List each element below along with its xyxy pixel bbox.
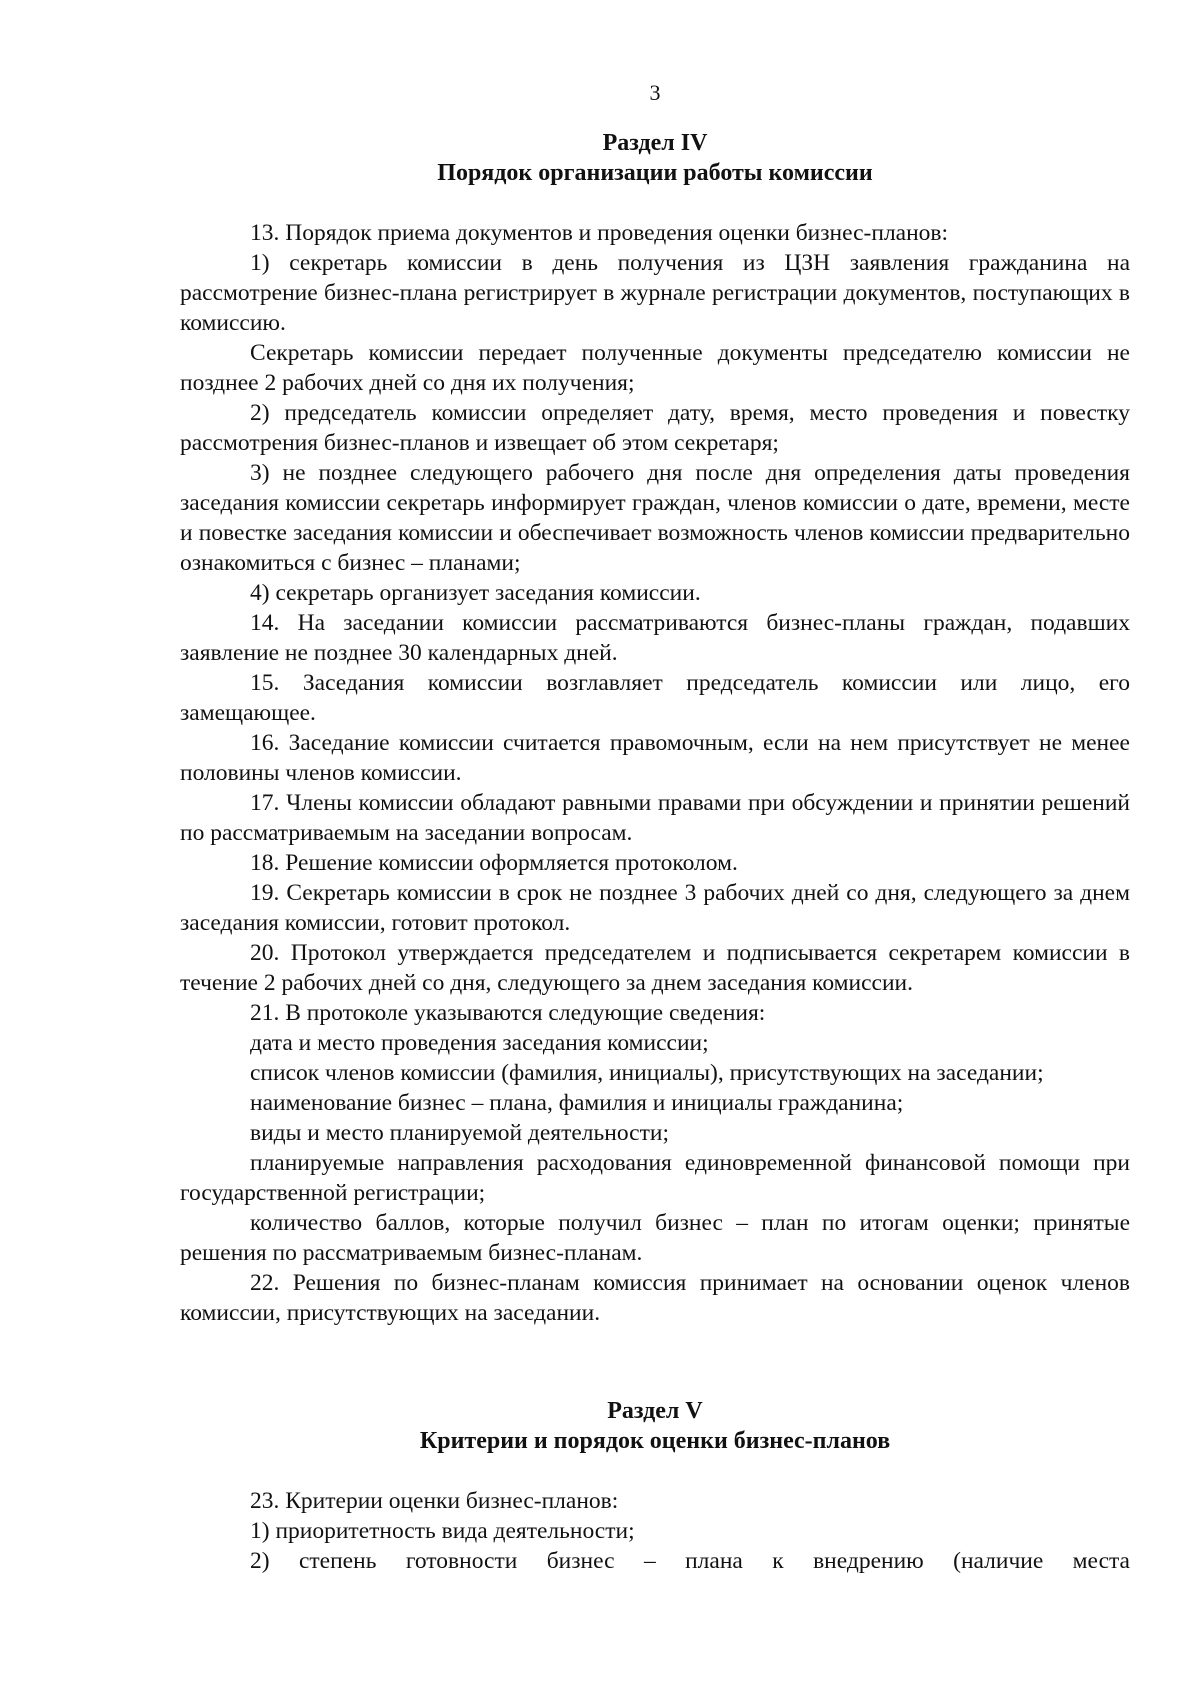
paragraph-23: 23. Критерии оценки бизнес-планов: xyxy=(250,1488,619,1514)
paragraph-22: 22. Решения по бизнес-планам комиссия принимает на основании оценок членов комиссии, присутствующих на заседании. xyxy=(180,1270,1130,1326)
section-4-body xyxy=(180,218,1130,1328)
paragraph-13-1-secretary: Секретарь комиссии передает полученные документы председателю комиссии не позднее 2 рабочих дней со дня их получения; xyxy=(180,340,1130,396)
section-5-body xyxy=(180,1486,1130,1576)
paragraph-23-1: 1) приоритетность вида деятельности; xyxy=(250,1518,635,1544)
page-number: 3 xyxy=(649,80,661,105)
paragraph-17: 17. Члены комиссии обладают равными правами при обсуждении и принятии решений по рассматриваемым на заседании вопросам. xyxy=(180,790,1130,846)
section-5-label: Раздел V xyxy=(607,1398,703,1424)
paragraph-15: 15. Заседания комиссии возглавляет председатель комиссии или лицо, его замещающее. xyxy=(180,670,1130,726)
section-4-label: Раздел IV xyxy=(602,130,708,156)
paragraph-16: 16. Заседание комиссии считается правомочным, если на нем присутствует не менее половины членов комиссии. xyxy=(180,730,1130,786)
paragraph-13-3: 3) не позднее следующего рабочего дня после дня определения даты проведения заседания комиссии секретарь информирует граждан, членов комиссии о дате, времени, месте и повестке заседания комиссии и обеспечивает возможность членов комиссии предварительно ознакомиться с бизнес – планами; xyxy=(180,460,1130,576)
paragraph-21-members-list: список членов комиссии (фамилия, инициалы), присутствующих на заседании; xyxy=(250,1060,1044,1086)
paragraph-13-4: 4) секретарь организует заседания комиссии. xyxy=(250,580,701,606)
paragraph-21-plan-name: наименование бизнес – плана, фамилия и инициалы гражданина; xyxy=(250,1090,904,1116)
paragraph-23-2: 2) степень готовности бизнес – плана к внедрению (наличие места xyxy=(250,1548,1130,1574)
paragraph-21-expenses: планируемые направления расходования единовременной финансовой помощи при государственной регистрации; xyxy=(180,1150,1130,1206)
paragraph-21-activity: виды и место планируемой деятельности; xyxy=(250,1120,669,1146)
section-5-title: Критерии и порядок оценки бизнес-планов xyxy=(419,1428,891,1454)
section-4-heading-block xyxy=(180,128,1130,188)
section-5-heading-block xyxy=(180,1396,1130,1456)
section-4-heading xyxy=(180,128,1130,188)
section-5-heading xyxy=(180,1396,1130,1456)
paragraph-21: 21. В протоколе указываются следующие сведения: xyxy=(250,1000,766,1026)
paragraph-13-1: 1) секретарь комиссии в день получения из ЦЗН заявления гражданина на рассмотрение бизнес-плана регистрирует в журнале регистрации документов, поступающих в комиссию. xyxy=(180,250,1130,336)
paragraph-21-scores: количество баллов, которые получил бизнес – план по итогам оценки; принятые решения по рассматриваемым бизнес-планам. xyxy=(180,1210,1130,1266)
paragraph-13: 13. Порядок приема документов и проведения оценки бизнес-планов: xyxy=(250,220,949,246)
paragraph-20: 20. Протокол утверждается председателем и подписывается секретарем комиссии в течение 2 рабочих дней со дня, следующего за днем заседания комиссии. xyxy=(180,940,1130,996)
paragraph-18: 18. Решение комиссии оформляется протоколом. xyxy=(250,850,738,876)
section-4-title: Порядок организации работы комиссии xyxy=(437,160,873,186)
paragraph-13-2: 2) председатель комиссии определяет дату, время, место проведения и повестку рассмотрения бизнес-планов и извещает об этом секретаря; xyxy=(180,400,1130,456)
paragraph-19: 19. Секретарь комиссии в срок не позднее 3 рабочих дней со дня, следующего за днем заседания комиссии, готовит протокол. xyxy=(180,880,1130,936)
paragraph-14: 14. На заседании комиссии рассматриваются бизнес-планы граждан, подавших заявление не позднее 30 календарных дней. xyxy=(180,610,1130,666)
paragraph-21-date-place: дата и место проведения заседания комиссии; xyxy=(250,1030,709,1056)
